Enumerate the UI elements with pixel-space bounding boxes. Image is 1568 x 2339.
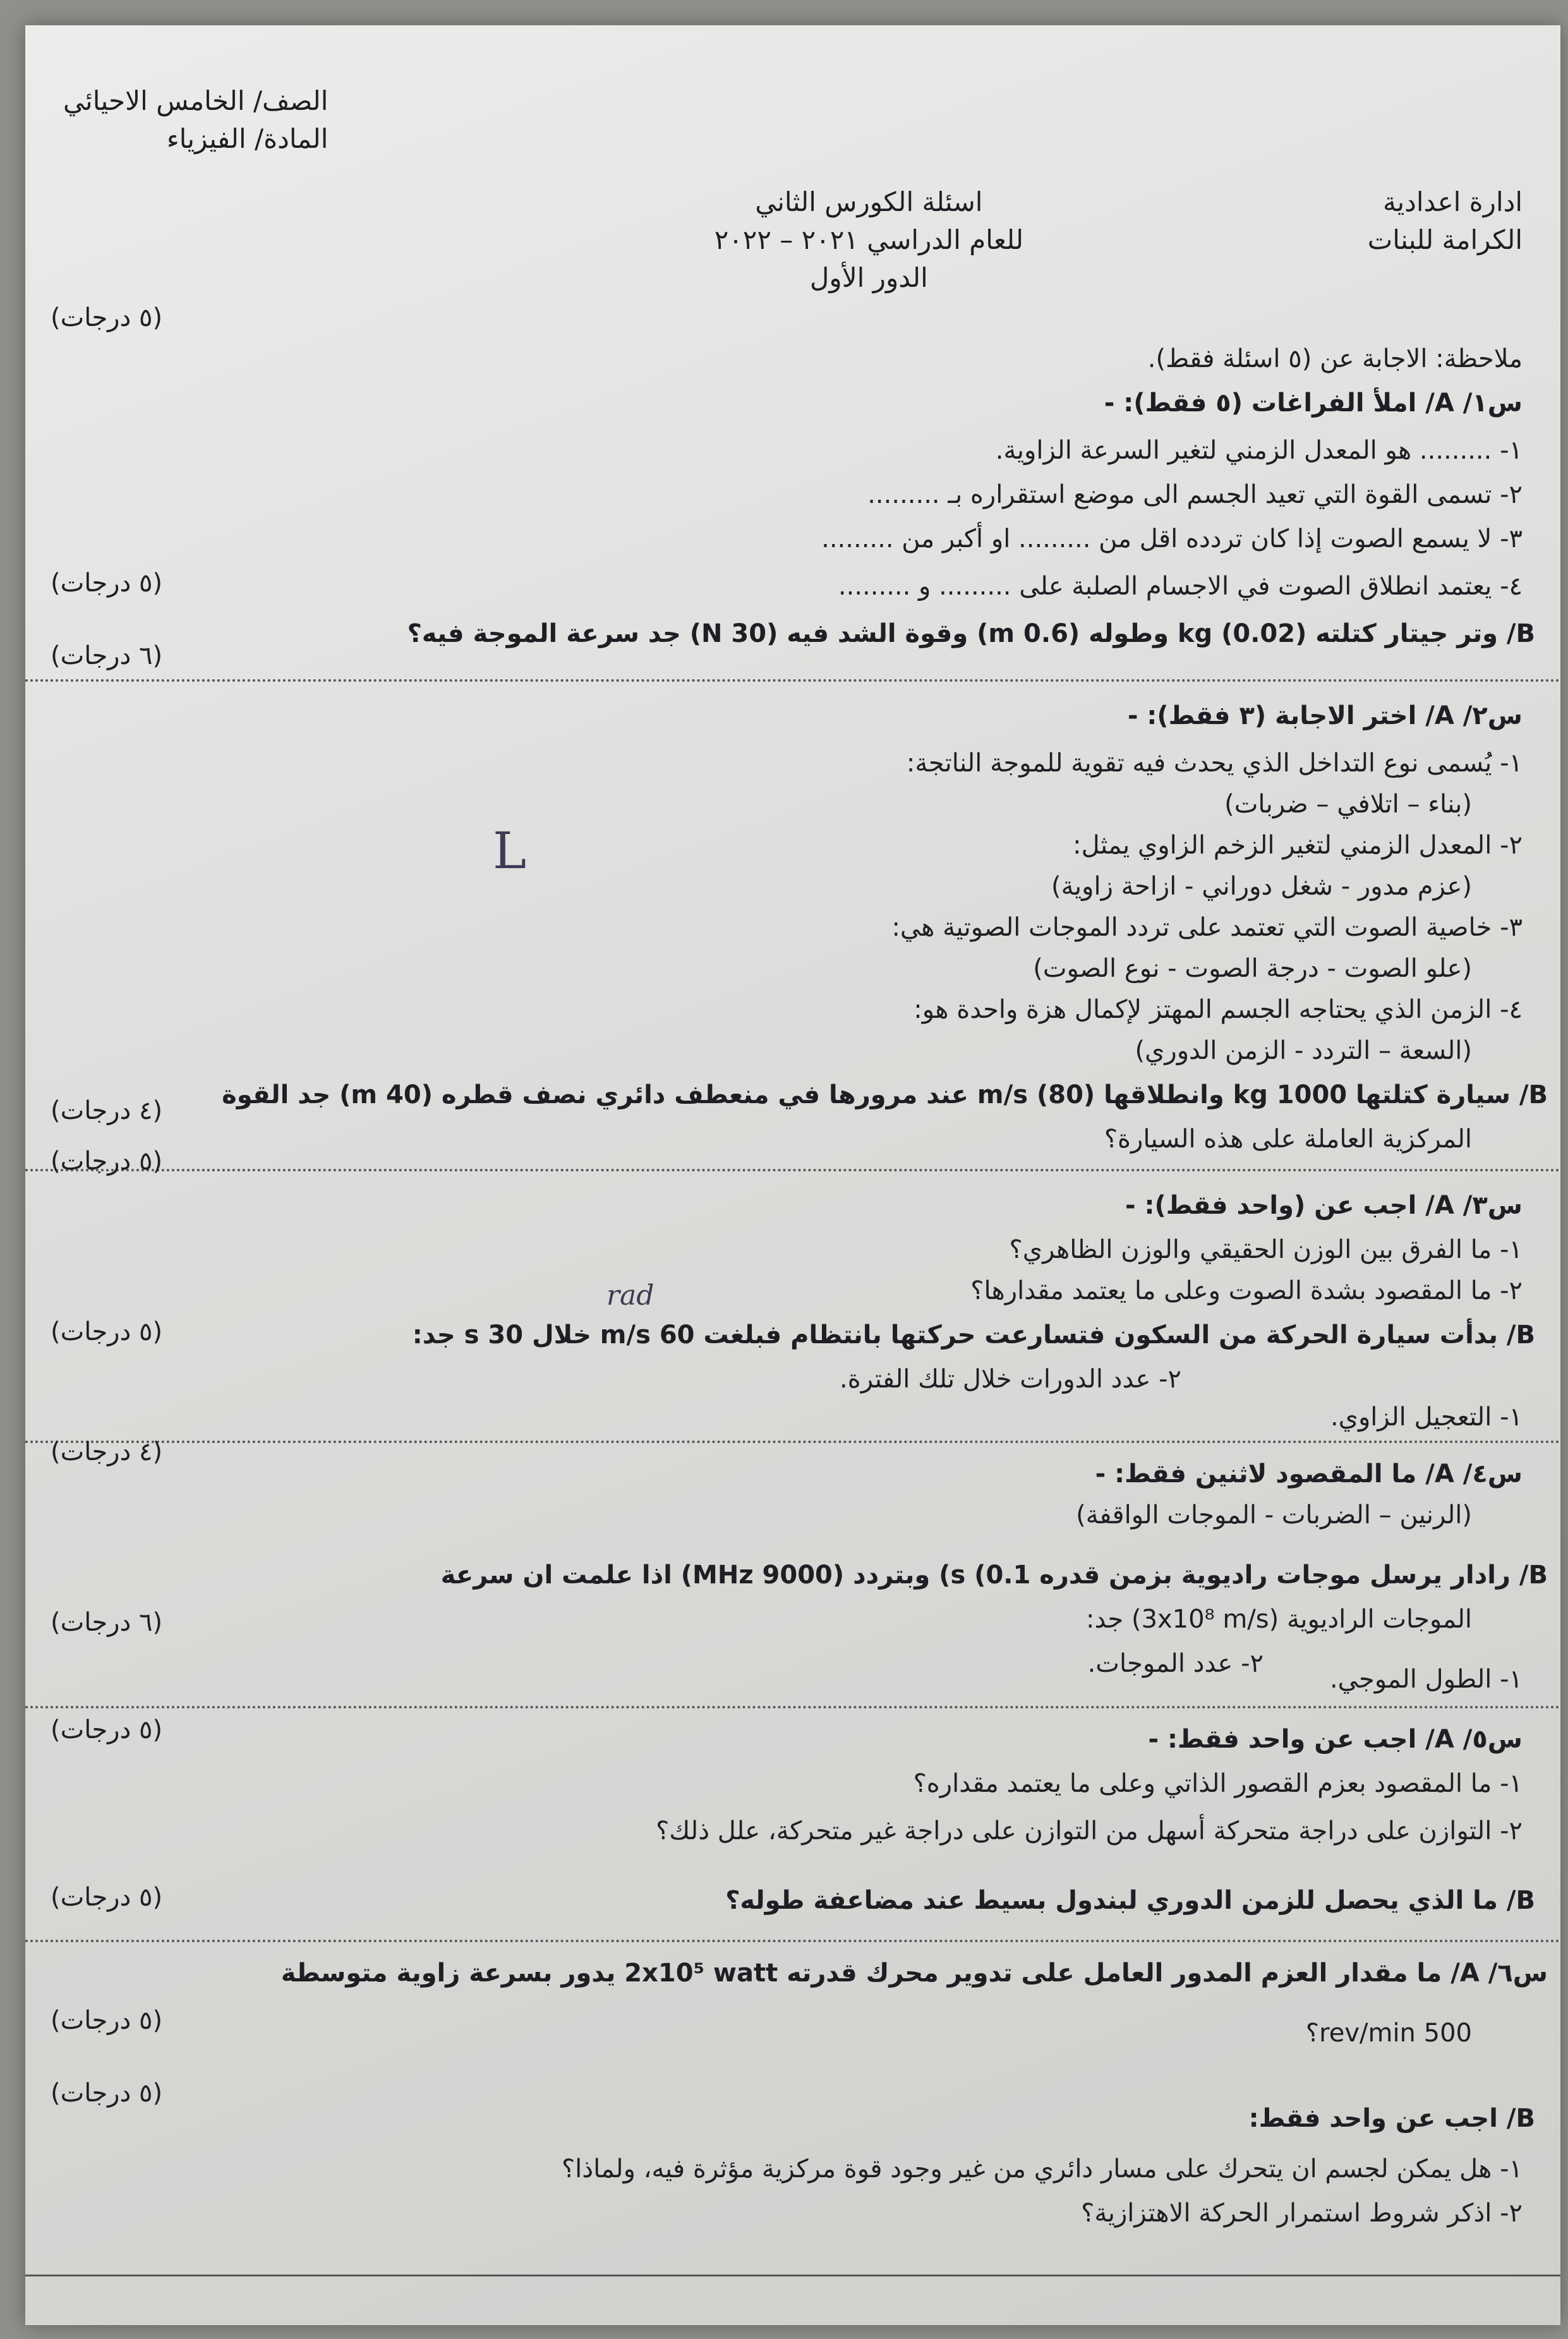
- q4-marks-a: (٤ درجات): [51, 1437, 163, 1466]
- q2-b-line-2: المركزية العاملة على هذه السيارة؟: [1104, 1125, 1472, 1154]
- divider: [25, 2275, 1560, 2276]
- q6-marks-b: (٥ درجات): [51, 2079, 163, 2108]
- q5-a-title: س٥/ A/ اجب عن واحد فقط: -: [1148, 1725, 1523, 1754]
- q2-item: ٤- الزمن الذي يحتاجه الجسم المهتز لإكمال هزة واحدة هو:: [914, 995, 1523, 1024]
- q1-a-title: س١/ A/ املأ الفراغات (٥ فقط): -: [1104, 389, 1523, 418]
- exam-title-line-1: اسئلة الكورس الثاني: [755, 186, 983, 217]
- school-name: [1368, 183, 1523, 259]
- divider: [25, 1441, 1560, 1443]
- q2-item: (عزم مدور - شغل دوراني - ازاحة زاوية): [1051, 872, 1472, 901]
- q2-item: ١- يُسمى نوع التداخل الذي يحدث فيه تقوية للموجة الناتجة:: [906, 749, 1523, 778]
- q3-b-line-1: B/ بدأت سيارة الحركة من السكون فتسارعت حركتها بانتظام فبلغت 60 m/s خلال 30 s جد:: [412, 1321, 1535, 1350]
- q5-b-text: B/ ما الذي يحصل للزمن الدوري لبندول بسيط عند مضاعفة طوله؟: [725, 1886, 1535, 1915]
- q3-item: ٢- ما المقصود بشدة الصوت وعلى ما يعتمد مقدارها؟: [970, 1276, 1523, 1305]
- q1-item: ٤- يعتمد انطلاق الصوت في الاجسام الصلبة على ......... و .........: [838, 572, 1523, 601]
- divider: [25, 679, 1560, 682]
- school-line-1: ادارة اعدادية: [1382, 186, 1523, 217]
- q4-a-options: (الرنين – الضربات - الموجات الواقفة): [1076, 1501, 1472, 1530]
- q2-item: (السعة – التردد - الزمن الدوري): [1135, 1036, 1472, 1065]
- q4-a-title: س٤/ A/ ما المقصود لاثنين فقط: -: [1095, 1460, 1523, 1489]
- exam-title-line-2: للعام الدراسي ٢٠٢١ – ٢٠٢٢: [714, 224, 1023, 255]
- q3-marks-b: (٥ درجات): [51, 1317, 163, 1346]
- class-line: الصف/ الخامس الاحيائي: [63, 85, 329, 116]
- pen-mark: L: [493, 821, 527, 880]
- note: ملاحظة: الاجابة عن (٥ اسئلة فقط).: [1147, 344, 1523, 373]
- q6-a-line-2: 500 rev/min؟: [1305, 2019, 1472, 2048]
- q1-marks-b: (٥ درجات): [51, 569, 163, 598]
- q5-item: ١- ما المقصود بعزم القصور الذاتي وعلى ما يعتمد مقداره؟: [913, 1769, 1523, 1798]
- q1-item: ١- ......... هو المعدل الزمني لتغير السرعة الزاوية.: [995, 436, 1523, 465]
- handwritten-note: rad: [606, 1279, 654, 1312]
- q2-a-title: س٢/ A/ اختر الاجابة (٣ فقط): -: [1127, 701, 1523, 730]
- subject-line: المادة/ الفيزياء: [166, 123, 329, 154]
- q3-a-title: س٣/ A/ اجب عن (واحد فقط): -: [1125, 1191, 1523, 1220]
- q4-b-line-2: الموجات الراديوية (3x10⁸ m/s) جد:: [1086, 1605, 1472, 1634]
- q1-b-text: B/ وتر جيتار كتلته (0.02) kg وطوله (0.6 m) وقوة الشد فيه (30 N) جد سرعة الموجة فيه؟: [407, 619, 1535, 648]
- q2-item: (علو الصوت - درجة الصوت - نوع الصوت): [1033, 954, 1472, 983]
- q5-item: ٢- التوازن على دراجة متحركة أسهل من التوازن على دراجة غير متحركة، علل ذلك؟: [656, 1816, 1523, 1846]
- q3-item: ١- ما الفرق بين الوزن الحقيقي والوزن الظاهري؟: [1009, 1235, 1523, 1264]
- q2-item: ٢- المعدل الزمني لتغير الزخم الزاوي يمثل:: [1073, 831, 1523, 860]
- exam-title-line-3: الدور الأول: [809, 262, 928, 293]
- q4-b-sub-2: ٢- عدد الموجات.: [1087, 1649, 1263, 1678]
- q1-marks-a: (٥ درجات): [51, 303, 163, 332]
- q2-marks-b: (٤ درجات): [51, 1096, 163, 1125]
- q6-marks-a: (٥ درجات): [51, 2006, 163, 2035]
- q1-item: ٢- تسمى القوة التي تعيد الجسم الى موضع استقراره بـ .........: [867, 480, 1523, 509]
- q4-marks-b: (٦ درجات): [51, 1608, 163, 1637]
- q3-b-sub-2: ٢- عدد الدورات خلال تلك الفترة.: [840, 1365, 1181, 1394]
- class-subject: [63, 82, 328, 158]
- q3-b-sub-1: ١- التعجيل الزاوي.: [1330, 1403, 1523, 1432]
- divider: [25, 1169, 1560, 1171]
- q4-b-line-1: B/ رادار يرسل موجات راديوية بزمن قدره 0.1) s) وبتردد (9000 MHz) اذا علمت ان سرعة: [440, 1561, 1548, 1590]
- q3-marks-a: (٥ درجات): [51, 1147, 163, 1176]
- q2-item: (بناء – اتلافي – ضربات): [1224, 790, 1472, 819]
- divider: [25, 1940, 1560, 1942]
- q2-marks-a: (٦ درجات): [51, 641, 163, 670]
- exam-paper: [25, 25, 1560, 2325]
- exam-title: [715, 183, 1023, 297]
- q5-marks-b: (٥ درجات): [51, 1883, 163, 1912]
- q6-b-item: ٢- اذكر شروط استمرار الحركة الاهتزازية؟: [1081, 2199, 1523, 2228]
- q4-b-sub-1: ١- الطول الموجي.: [1329, 1665, 1523, 1694]
- q6-b-title: B/ اجب عن واحد فقط:: [1248, 2104, 1535, 2133]
- divider: [25, 1706, 1560, 1708]
- q6-b-item: ١- هل يمكن لجسم ان يتحرك على مسار دائري من غير وجود قوة مركزية مؤثرة فيه، ولماذا؟: [561, 2155, 1523, 2184]
- q5-marks-a: (٥ درجات): [51, 1715, 163, 1744]
- school-line-2: الكرامة للبنات: [1367, 224, 1523, 255]
- q6-a-line-1: س٦/ A/ ما مقدار العزم المدور العامل على تدوير محرك قدرته 2x10⁵ watt يدور بسرعة زاوية متوسطة: [280, 1959, 1548, 1988]
- q2-item: ٣- خاصية الصوت التي تعتمد على تردد الموجات الصوتية هي:: [891, 913, 1523, 942]
- q1-item: ٣- لا يسمع الصوت إذا كان تردده اقل من ......... او أكبر من .........: [821, 524, 1523, 553]
- q2-b-line-1: B/ سيارة كتلتها 1000 kg وانطلاقها (80) m/s عند مرورها في منعطف دائري نصف قطره (40 m) جد القوة: [222, 1080, 1548, 1109]
